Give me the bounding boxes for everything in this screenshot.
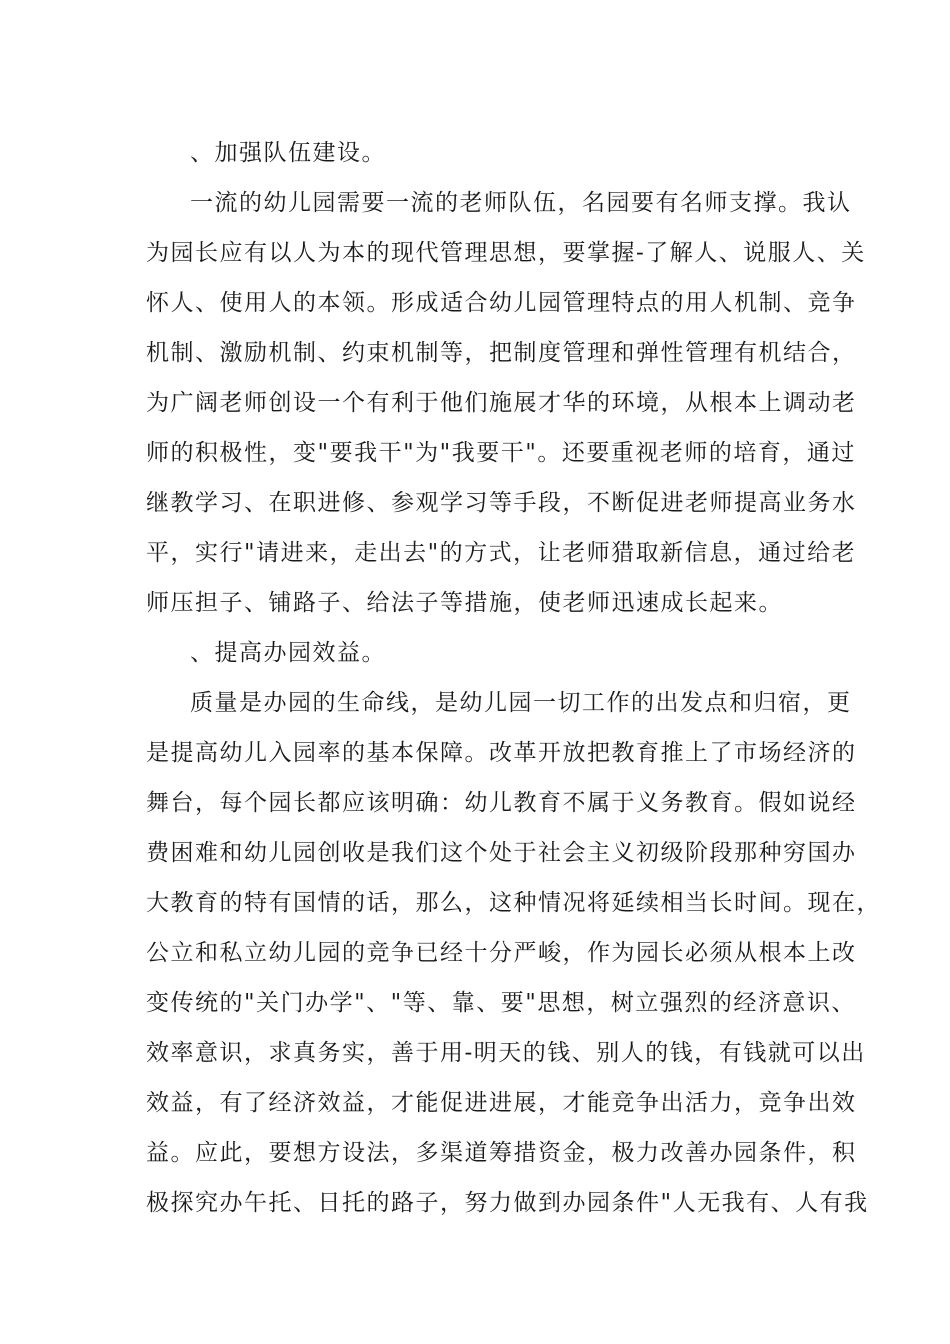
paragraph-line: 舞台，每个园长都应该明确：幼儿教育不属于义务教育。假如说经	[146, 790, 857, 816]
paragraph-line: 费困难和幼儿园创收是我们这个处于社会主义初级阶段那种穷国办	[146, 840, 857, 866]
paragraph-line: 继教学习、在职进修、参观学习等手段，不断促进老师提高业务水	[146, 490, 857, 516]
paragraph-line: 为广阔老师创设一个有利于他们施展才华的环境，从根本上调动老	[146, 390, 857, 416]
paragraph-line: 效率意识，求真务实，善于用-明天的钱、别人的钱，有钱就可以出	[146, 1040, 866, 1066]
paragraph-line: 师的积极性，变"要我干"为"我要干"。还要重视老师的培育，通过	[146, 440, 856, 466]
paragraph-line: 机制、激励机制、约束机制等，把制度管理和弹性管理有机结合，	[146, 340, 857, 366]
paragraph-line: 益。应此，要想方设法，多渠道筹措资金，极力改善办园条件，积	[146, 1140, 857, 1166]
paragraph-line: 大教育的特有国情的话，那么，这种情况将延续相当长时间。现在，	[146, 890, 881, 916]
paragraph-line: 变传统的"关门办学"、"等、靠、要"思想，树立强烈的经济意识、	[146, 990, 856, 1016]
paragraph-line: 一流的幼儿园需要一流的老师队伍，名园要有名师支撑。我认	[190, 190, 852, 216]
paragraph-line: 极探究办午托、日托的路子，努力做到办园条件"人无我有、人有我	[146, 1190, 869, 1216]
section-heading: 、提高办园效益。	[190, 640, 386, 666]
paragraph-line: 怀人、使用人的本领。形成适合幼儿园管理特点的用人机制、竞争	[146, 290, 857, 316]
section-heading: 、加强队伍建设。	[190, 140, 386, 166]
paragraph-line: 师压担子、铺路子、给法子等措施，使老师迅速成长起来。	[146, 590, 783, 616]
paragraph-line: 是提高幼儿入园率的基本保障。改革开放把教育推上了市场经济的	[146, 740, 857, 766]
paragraph-line: 公立和私立幼儿园的竞争已经十分严峻，作为园长必须从根本上改	[146, 940, 857, 966]
paragraph-line: 效益，有了经济效益，才能促进进展，才能竞争出活力，竞争出效	[146, 1090, 857, 1116]
paragraph-line: 为园长应有以人为本的现代管理思想，要掌握-了解人、说服人、关	[146, 240, 866, 266]
paragraph-line: 质量是办园的生命线，是幼儿园一切工作的出发点和归宿，更	[190, 690, 852, 716]
paragraph-line: 平，实行"请进来，走出去"的方式，让老师猎取新信息，通过给老	[146, 540, 857, 566]
